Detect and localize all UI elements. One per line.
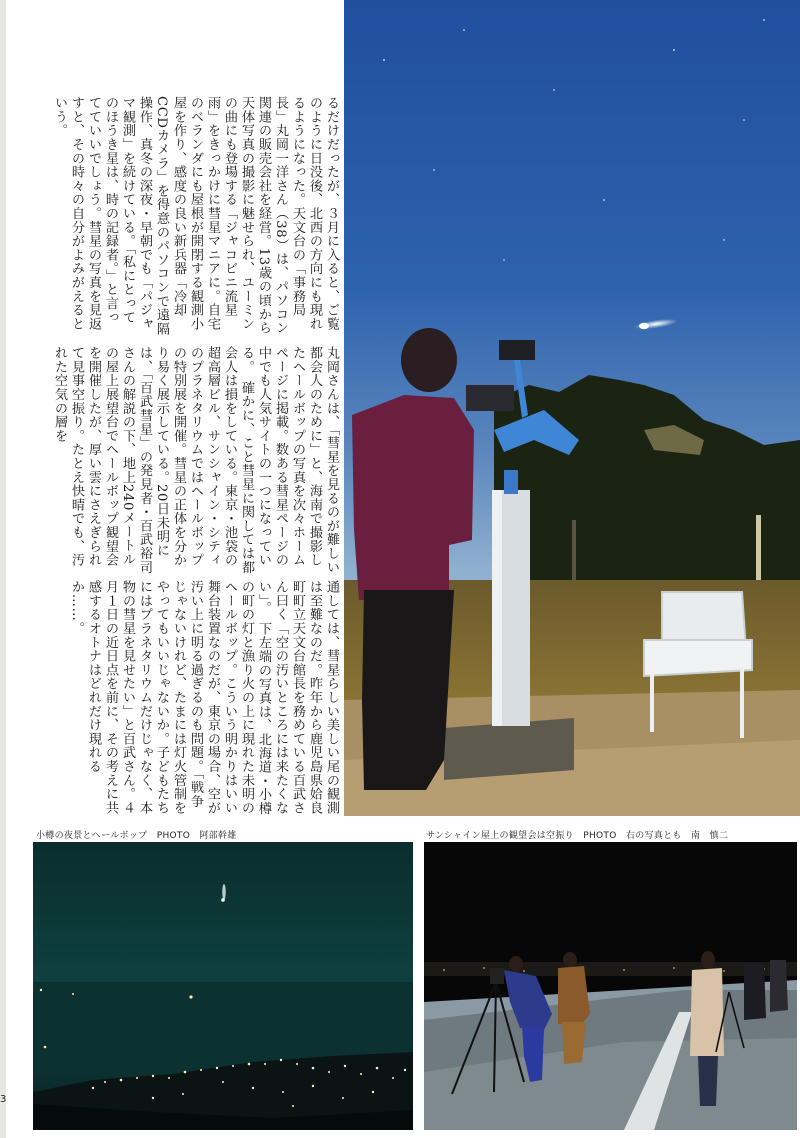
page-gutter-left — [0, 0, 6, 1138]
article-column-right: 通しては、彗星らしい美しい尾の観測は至難なのだ。昨年から鹿児島県姶良町町立天文台館長を務めている百武さん曰く「空の汚いところには来たくない」。 下左端の写真は、北海道・小樽の町の灯と漁り火の上に現れた未明のヘールボップ。こういう明かりはいい舞台装置なのだが、東京の場合、空が汚い上に明る過ぎるのも問題。「戦争じゃないけれど、たまには灯火管制をやってもいいじゃないか。子どもたちにはプラネタリウムだけじゃなく、本物の彗星を見せたい」と百武さん。４月１日の近日点を前に、その考えに共感するオトナはどれだけ現れるか……。 — [69, 580, 339, 816]
article-column-middle: 丸岡さんは、「彗星を見るのが難しい都会人のために」と、海南で撮影したヘールボップの写真を次々ホームページに掲載。数ある彗星ページの中でも人気サイトの一つになっている。 確かに、こと彗星に関しては都会人は損をしている。東京・池袋の超高層ビル、サンシャイン・シティのプラネタリウムではヘールボップの特別展を開催。彗星の正体を分かり易く展示している。20日未明には、「百武彗星」の発見者・百武裕司さんの解説の下、地上240メートルの屋上展望台でヘールボップ観望会を開催したが、厚い雲にさえぎられて見事空振り。たとえ快晴でも、汚れた空気の層を — [52, 346, 339, 574]
sunshine-rooftop-photo — [424, 842, 797, 1130]
caption-left: 小樽の夜景とヘールボップ PHOTO 阿部幹雄 — [36, 831, 237, 841]
comet-over-telescope-photo — [344, 0, 800, 816]
page-number: 3 — [0, 1094, 7, 1105]
otaru-night-comet-photo — [33, 842, 413, 1130]
caption-right: サンシャイン屋上の観望会は空振り PHOTO 右の写真とも 南 慎二 — [426, 831, 729, 841]
article-column-left: るだけだったが、３月に入ると、ご覧のように日没後、北西の方向にも現れるようになった。天文台の「事務局長」丸岡一洋さん（38）は、パソコン関連の販売会社を経営。13歳の頃から天体写真の撮影に魅せられ、ユーミンの曲にも登場する「ジャコビニ流星雨」をきっかけに彗星マニアに。自宅のベランダにも屋根が開閉する観測小屋を作り、感度の良い新兵器「冷却CCDカメラ」を得意のパソコンで遠隔操作、真冬の深夜・早朝でも「パジャマ観測」を続けている。「私にとってのほうき星は、時の記録者。」と言ってていいでしょう。彗星の写真を見返すと、その時々の自分がよみがえるという。 — [52, 96, 339, 336]
